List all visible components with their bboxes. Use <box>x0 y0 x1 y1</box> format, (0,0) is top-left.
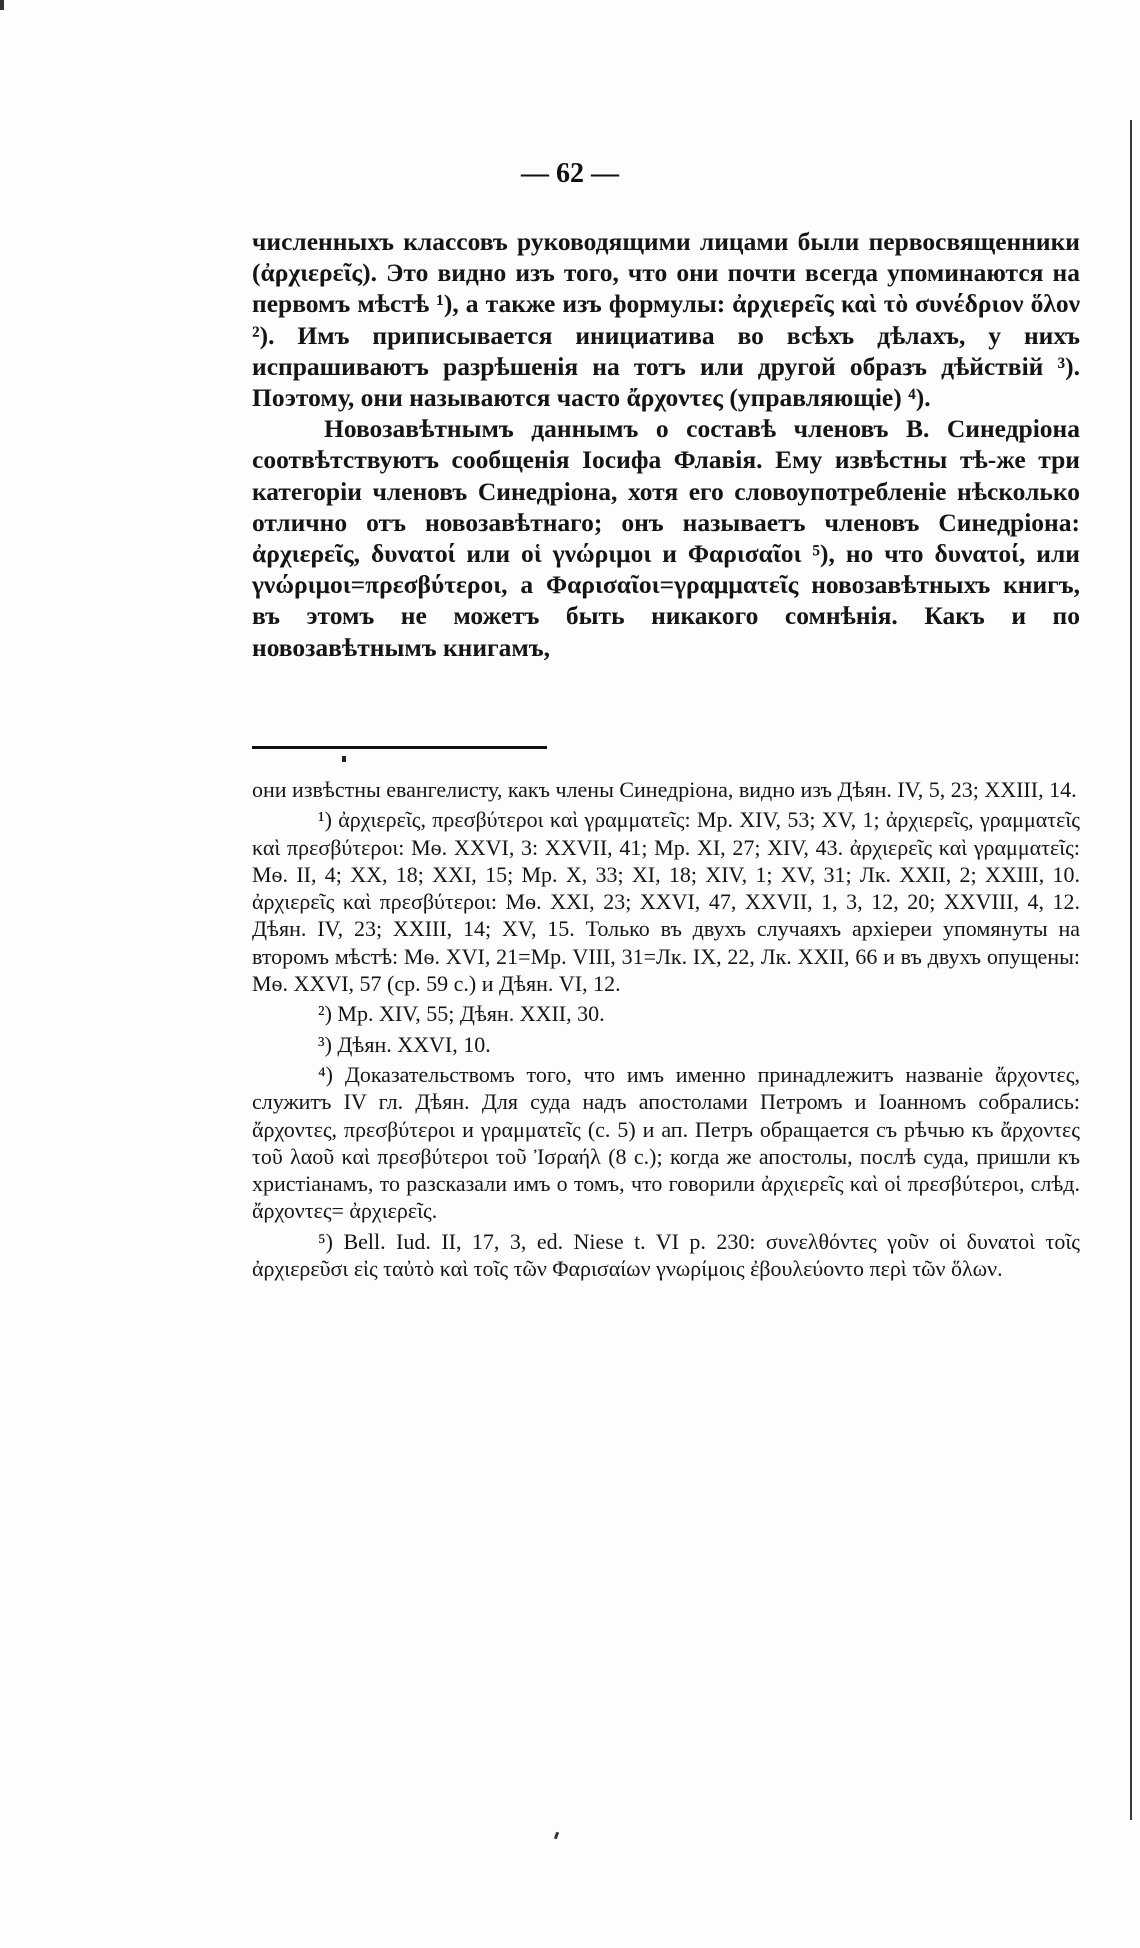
footnote-separator <box>252 746 547 749</box>
footnote-1: ¹) ἀρχιερεῖς, πρεσβύτεροι καὶ γραμματεῖς: Мр. XIV, 53; XV, 1; ἀρχιερεῖς, γραμματεῖς καὶ πρεσβύτεροι: Мѳ. XXVI, 3: XXVII, 41; Мр. XI, 27; XIV, 43. ἀρχιερεῖς καὶ γραμματεῖς: Мѳ. II, 4; XX, 18; XXI, 15; Мр. X, 33; XI, 18; XIV, 1; XV, 31; Лк. XXII, 2; XXIII, 10. ἀρχιερεῖς καὶ πρεσβύτεροι: Мѳ. XXI, 23; XXVI, 47, XXVII, 1, 3, 12, 20; XXVIII, 4, 12. Дѣян. IV, 23; XXIII, 14; XV, 15. Только въ двухъ случаяхъ архіереи упомянуты на второмъ мѣстѣ: Мѳ. XVI, 21=Мр. VIII, 31=Лк. IX, 22, Лк. XXII, 66 и въ двухъ опущены: Мѳ. XXVI, 57 (ср. 59 с.) и Дѣян. VI, 12. <box>252 807 1080 997</box>
footnotes <box>252 776 1080 1282</box>
scan-edge-mark <box>0 0 4 10</box>
footnote-4: ⁴) Доказательствомъ того, что имъ именно принадлежитъ названіе ἄρχοντες, служитъ IV гл. Дѣян. Для суда надъ апостолами Петромъ и Іоанномъ собрались: ἄρχοντες, πρεσβύτεροι и γραμματεῖς (с. 5) и ап. Петръ обращается съ рѣчью къ ἄρχοντες τοῦ λαοῦ καὶ πρεσβύτεροι τοῦ Ἰσραήλ (8 с.); когда же апостолы, послѣ суда, пришли къ христіанамъ, то разсказали имъ о томъ, что говорили ἀρχιερεῖς καὶ οἱ πρεσβύτεροι, слѣд. ἄρχοντες= ἀρχιερεῖς. <box>252 1061 1080 1224</box>
main-text <box>252 226 1080 663</box>
paragraph-2: Новозавѣтнымъ даннымъ о составѣ членовъ В. Синедріона соотвѣтствуютъ сообщенія Іосифа Флавія. Ему извѣстны тѣ-же три категоріи членовъ Синедріона, хотя его словоупотребленіе нѣсколько отлично отъ новозавѣтнаго; онъ называетъ членовъ Синедріона: ἀρχιερεῖς, δυνατοί или οἱ γνώριμοι и Φαρισαῖοι ⁵), но что δυνατοί, или γνώριμοι=πρεσβύτεροι, а Φαρισαῖοι=γραμματεῖς новозавѣтныхъ книгъ, въ этомъ не можетъ быть никакого сомнѣнія. Какъ и по новозавѣтнымъ книгамъ, <box>252 414 1080 662</box>
separator-dot <box>342 756 346 762</box>
footnote-5: ⁵) Bell. Iud. II, 17, 3, ed. Niese t. VI p. 230: συνελθόντες γοῦν οἱ δυνατοὶ τοῖς ἀρχιερεῦσι εἰς ταὐτὸ καὶ τοῖς τῶν Φαρισαίων γνωρίμοις ἐβουλεύοντο περὶ τῶν ὅλων. <box>252 1228 1080 1282</box>
footnote-continuation: они извѣстны евангелисту, какъ члены Синедріона, видно изъ Дѣян. IV, 5, 23; XXIII, 14. <box>252 777 1077 802</box>
page-edge-rule <box>1130 120 1132 1820</box>
footnote-3: ³) Дѣян. XXVI, 10. <box>318 1031 491 1057</box>
page-number: — 62 — <box>521 158 619 189</box>
stray-ink-mark <box>554 1832 559 1840</box>
footnote-2: ²) Мр. XIV, 55; Дѣян. XXII, 30. <box>318 1001 605 1027</box>
paragraph-1: численныхъ классовъ руководящими лицами были первосвященники (ἀρχιερεῖς). Это видно изъ того, что они почти всегда упоминаются на первомъ мѣстѣ ¹), а также изъ формулы: ἀρχιερεῖς καὶ τὸ συνέδριον ὅλον ²). Имъ приписывается инициатива во всѣхъ дѣлахъ, у нихъ испрашиваютъ разрѣшенія на тотъ или другой образъ дѣйствій ³). Поэтому, они называются часто ἄρχοντες (управляющіе) ⁴). <box>252 227 1080 413</box>
